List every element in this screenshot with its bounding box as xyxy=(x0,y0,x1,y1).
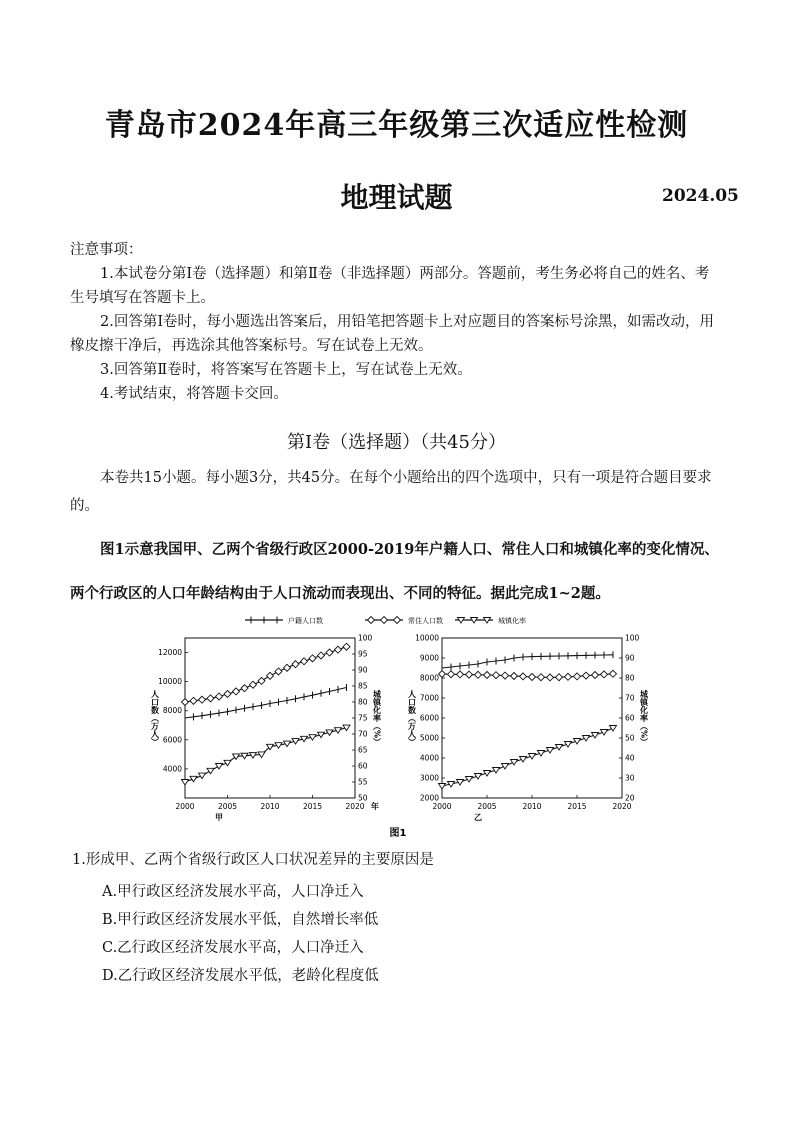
data-point xyxy=(601,671,608,678)
subject-title: 地理试题 xyxy=(340,181,453,214)
data-point xyxy=(190,776,197,782)
series-line xyxy=(442,655,613,668)
data-point xyxy=(216,764,223,770)
legend-label: 常住人口数 xyxy=(408,617,443,625)
data-point xyxy=(199,773,206,779)
y-tick-label: 3000 xyxy=(419,773,439,783)
y2-tick-label: 75 xyxy=(358,713,368,723)
y2-tick-label: 30 xyxy=(625,773,635,783)
data-point xyxy=(466,671,473,678)
y-tick-label: 5000 xyxy=(419,733,439,743)
data-point xyxy=(565,673,572,680)
y-tick-label: 4000 xyxy=(162,764,182,774)
legend-label: 户籍人口数 xyxy=(288,617,323,625)
legend-marker xyxy=(394,617,401,624)
x-tick-label: 2015 xyxy=(567,802,587,811)
y-axis-label: 人口数（万人） xyxy=(407,690,417,746)
y2-tick-label: 50 xyxy=(358,793,368,803)
data-point xyxy=(610,726,617,732)
legend-marker xyxy=(381,617,388,624)
data-point xyxy=(610,670,617,677)
y2-tick-label: 90 xyxy=(358,665,368,675)
figure-1 xyxy=(140,608,660,848)
x-tick-label: 2020 xyxy=(612,802,632,811)
data-point xyxy=(275,668,282,675)
y2-tick-label: 50 xyxy=(625,733,635,743)
exam-title: 青岛市2024年高三年级第三次适应性检测 xyxy=(104,108,689,143)
y2-tick-label: 100 xyxy=(625,633,640,643)
y2-tick-label: 65 xyxy=(358,745,368,755)
data-point xyxy=(335,646,342,653)
y2-tick-label: 90 xyxy=(625,653,635,663)
y-tick-label: 7000 xyxy=(419,693,439,703)
data-point xyxy=(502,764,509,770)
y2-tick-label: 80 xyxy=(358,697,368,707)
data-point xyxy=(216,693,223,700)
x-tick-label: 2000 xyxy=(175,802,195,811)
y2-tick-label: 70 xyxy=(358,729,368,739)
data-point xyxy=(529,674,536,681)
y2-axis-label: 城镇化率（%） xyxy=(372,690,382,747)
data-point xyxy=(439,784,446,790)
chart-jia xyxy=(151,634,382,823)
data-point xyxy=(574,673,581,680)
exam-date: 2024.05 xyxy=(662,186,739,206)
option-b[interactable]: B.甲行政区经济发展水平低，自然增长率低 xyxy=(102,912,379,928)
data-point xyxy=(207,768,214,774)
y-tick-label: 12000 xyxy=(158,648,182,658)
y-tick-label: 4000 xyxy=(419,753,439,763)
data-point xyxy=(182,699,189,706)
y-tick-label: 9000 xyxy=(419,653,439,663)
data-point xyxy=(318,652,325,659)
data-point xyxy=(448,671,455,678)
question-stem-context: 图1示意我国甲、乙两个省级行政区2000-2019年户籍人口、常住人口和城镇化率的变化情况、两个行政区的人口年龄结构由于人口流动而表现出、不同的特征。据此完成1~2题。 xyxy=(70,541,719,602)
question-1-stem: 1.形成甲、乙两个省级行政区人口状况差异的主要原因是 xyxy=(72,852,434,868)
y2-tick-label: 80 xyxy=(625,673,635,683)
data-point xyxy=(301,658,308,665)
data-point xyxy=(511,673,518,680)
note-item-1: 1.本试卷分第Ⅰ卷（选择题）和第Ⅱ卷（非选择题）两部分。答题前，考生务必将自己的姓名、考生号填写在答题卡上。 xyxy=(70,266,710,306)
x-tick-label: 2015 xyxy=(302,802,323,811)
y-axis-label: 人口数（万人） xyxy=(150,690,160,746)
data-point xyxy=(547,674,554,681)
data-point xyxy=(538,674,545,681)
y2-tick-label: 70 xyxy=(625,693,635,703)
x-tick-label: 2000 xyxy=(432,802,452,811)
y2-tick-label: 85 xyxy=(358,681,368,691)
data-point xyxy=(241,685,248,692)
note-item-3: 3.回答第Ⅱ卷时，将答案写在答题卡上，写在试卷上无效。 xyxy=(100,362,472,378)
y-tick-label: 6000 xyxy=(162,735,182,745)
x-tick-label: 2010 xyxy=(522,802,542,811)
y2-tick-label: 95 xyxy=(358,649,368,659)
option-c[interactable]: C.乙行政区经济发展水平高，人口净迁入 xyxy=(102,940,364,956)
population-charts xyxy=(140,608,660,848)
data-point xyxy=(511,760,518,766)
data-point xyxy=(309,655,316,662)
option-a[interactable]: A.甲行政区经济发展水平高，人口净迁入 xyxy=(102,884,364,900)
data-point xyxy=(592,672,599,679)
chart-yi xyxy=(408,634,649,823)
data-point xyxy=(199,696,206,703)
y2-tick-label: 40 xyxy=(625,753,635,763)
data-point xyxy=(182,780,189,786)
x-axis-label: 乙 xyxy=(474,813,482,822)
y2-tick-label: 20 xyxy=(625,793,635,803)
data-point xyxy=(292,661,299,668)
figure-caption: 图1 xyxy=(389,828,407,839)
x-tick-label: 2005 xyxy=(477,802,497,811)
y-tick-label: 10000 xyxy=(158,677,182,687)
data-point xyxy=(457,671,464,678)
data-point xyxy=(502,672,509,679)
data-point xyxy=(520,673,527,680)
notes-heading: 注意事项： xyxy=(70,242,143,258)
note-item-2: 2.回答第Ⅰ卷时，每小题选出答案后，用铅笔把答题卡上对应题目的答案标号涂黑，如需改动，用橡皮擦干净后，再选涂其他答案标号。写在试卷上无效。 xyxy=(70,314,715,354)
y2-axis-label: 城镇化率（%） xyxy=(639,690,649,747)
data-point xyxy=(207,695,214,702)
data-point xyxy=(233,688,240,695)
x-tick-label: 2005 xyxy=(217,802,238,811)
section-intro: 本卷共15小题。每小题3分，共45分。在每个小题给出的四个选项中，只有一项是符合题目要求的。 xyxy=(70,470,712,514)
x-axis-label: 甲 xyxy=(215,813,223,822)
data-point xyxy=(493,672,500,679)
section-title: 第Ⅰ卷（选择题）（共45分） xyxy=(286,432,506,453)
note-item-4: 4.考试结束，将答题卡交回。 xyxy=(100,386,288,402)
data-point xyxy=(267,672,274,679)
data-point xyxy=(190,697,197,704)
data-point xyxy=(439,671,446,678)
chart-legend xyxy=(245,616,526,625)
y-tick-label: 6000 xyxy=(419,713,439,723)
x-axis-unit: 年 xyxy=(371,802,379,811)
x-tick-label: 2020 xyxy=(345,802,365,811)
y2-tick-label: 60 xyxy=(358,761,368,771)
y-tick-label: 8000 xyxy=(419,673,439,683)
data-point xyxy=(224,691,231,698)
data-point xyxy=(326,649,333,656)
y2-tick-label: 60 xyxy=(625,713,635,723)
legend-marker xyxy=(368,617,375,624)
x-tick-label: 2010 xyxy=(260,802,280,811)
y-tick-label: 10000 xyxy=(415,633,439,643)
y2-tick-label: 55 xyxy=(358,777,368,787)
data-point xyxy=(343,643,350,650)
option-d[interactable]: D.乙行政区经济发展水平低，老龄化程度低 xyxy=(102,968,379,984)
data-point xyxy=(556,674,563,681)
y-tick-label: 2000 xyxy=(419,793,439,803)
data-point xyxy=(284,664,291,671)
y2-tick-label: 100 xyxy=(358,633,373,643)
data-point xyxy=(250,681,257,688)
data-point xyxy=(224,760,231,766)
series-line xyxy=(185,688,347,719)
data-point xyxy=(475,671,482,678)
legend-label: 城镇化率 xyxy=(498,617,526,625)
data-point xyxy=(484,672,491,679)
y-tick-label: 8000 xyxy=(162,706,182,716)
data-point xyxy=(258,677,265,684)
data-point xyxy=(583,672,590,679)
